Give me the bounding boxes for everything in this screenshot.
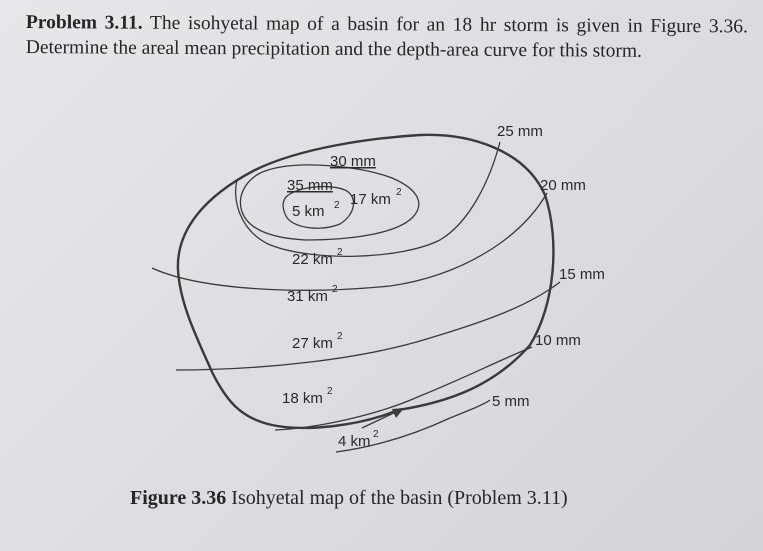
label-15mm: 15 mm	[559, 266, 605, 283]
label-35mm: 35 mm	[287, 177, 333, 194]
area-label-18km2	[282, 386, 333, 407]
label-10mm: 10 mm	[535, 332, 581, 349]
area-pointer-arrowhead	[392, 408, 404, 418]
svg-text:2: 2	[337, 247, 343, 258]
svg-text:18 km: 18 km	[282, 390, 323, 407]
svg-text:31 km: 31 km	[287, 288, 328, 305]
area-label-5km2	[292, 200, 340, 220]
svg-text:2: 2	[396, 187, 402, 198]
svg-text:27 km: 27 km	[292, 335, 333, 352]
isohyet-10mm-line	[275, 347, 532, 430]
svg-text:17 km: 17 km	[350, 191, 391, 208]
figure-caption-label: Figure 3.36	[130, 487, 227, 509]
figure-caption	[130, 487, 568, 510]
isohyet-15mm-line	[176, 282, 560, 370]
area-label-17km2	[350, 187, 402, 208]
basin-boundary	[178, 135, 554, 428]
label-30mm: 30 mm	[330, 153, 376, 170]
svg-text:5 km: 5 km	[292, 203, 325, 220]
svg-text:22 km: 22 km	[292, 251, 333, 268]
svg-text:2: 2	[332, 284, 338, 295]
svg-text:2: 2	[337, 331, 343, 342]
svg-text:4 km: 4 km	[338, 433, 371, 450]
svg-text:2: 2	[373, 429, 379, 440]
area-label-27km2	[292, 331, 343, 352]
svg-text:2: 2	[334, 200, 340, 211]
label-20mm: 20 mm	[540, 177, 586, 194]
problem-text: The isohyetal map of a basin for an 18 hr storm is given in Figure 3.36. Determine the areal mean precipitation and the depth-area curve for this storm.	[25, 12, 748, 62]
figure-caption-text: Isohyetal map of the basin (Problem 3.11)	[231, 487, 568, 509]
area-label-4km2	[338, 429, 379, 450]
label-25mm: 25 mm	[497, 123, 543, 140]
problem-number: Problem 3.11.	[25, 11, 143, 34]
svg-text:2: 2	[327, 386, 333, 397]
label-5mm: 5 mm	[492, 393, 530, 410]
area-label-22km2	[292, 247, 343, 268]
area-label-31km2	[287, 284, 338, 305]
